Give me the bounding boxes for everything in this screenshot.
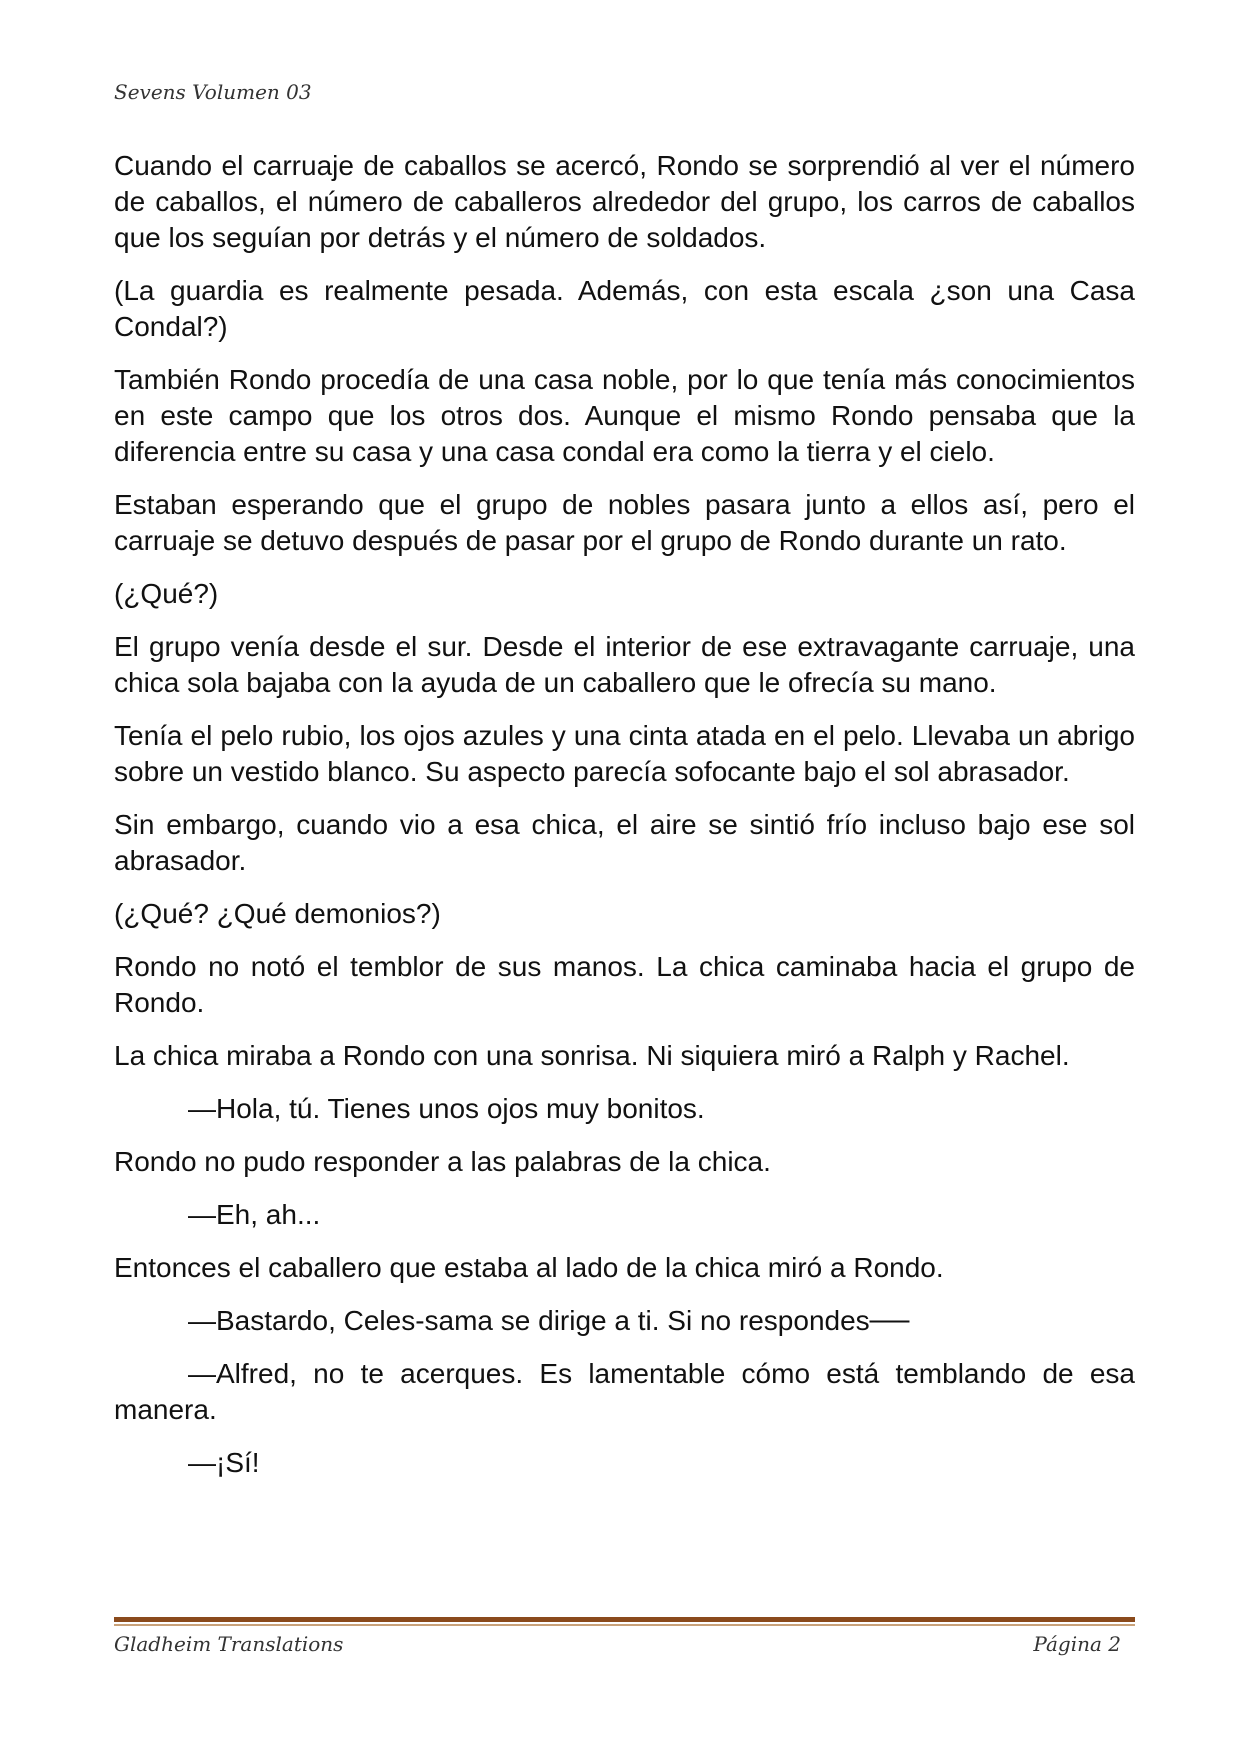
running-header: Sevens Volumen 03 xyxy=(114,80,312,104)
paragraph: Cuando el carruaje de caballos se acercó, Rondo se sorprendió al ver el número de caballos, el número de caballeros alrededor del grupo, los carros de caballos que los seguían por detrás y el número de soldados. xyxy=(114,150,1135,253)
footer-credit: Gladheim Translations xyxy=(114,1632,344,1656)
dialog-line: —Eh, ah... xyxy=(188,1199,321,1230)
paragraph: La chica miraba a Rondo con una sonrisa. Ni siquiera miró a Ralph y Rachel. xyxy=(114,1040,1070,1071)
dialog-line: —Hola, tú. Tienes unos ojos muy bonitos. xyxy=(188,1093,705,1124)
paragraph: Sin embargo, cuando vio a esa chica, el aire se sintió frío incluso bajo ese sol abrasador. xyxy=(114,809,1135,876)
footer-rule-thin xyxy=(114,1624,1135,1626)
paragraph: Tenía el pelo rubio, los ojos azules y una cinta atada en el pelo. Llevaba un abrigo sobre un vestido blanco. Su aspecto parecía sofocante bajo el sol abrasador. xyxy=(114,720,1135,787)
page-body xyxy=(114,148,1135,1498)
paragraph: Estaban esperando que el grupo de nobles pasara junto a ellos así, pero el carruaje se detuvo después de pasar por el grupo de Rondo durante un rato. xyxy=(114,489,1135,556)
paragraph: Rondo no notó el temblor de sus manos. La chica caminaba hacia el grupo de Rondo. xyxy=(114,951,1135,1018)
paragraph: Entonces el caballero que estaba al lado de la chica miró a Rondo. xyxy=(114,1252,944,1283)
dialog-line: —Bastardo, Celes-sama se dirige a ti. Si no respondes── xyxy=(188,1305,910,1336)
paragraph: (¿Qué?) xyxy=(114,578,219,609)
paragraph: (La guardia es realmente pesada. Además, con esta escala ¿son una Casa Condal?) xyxy=(114,275,1135,342)
footer-rule-thick xyxy=(114,1617,1135,1622)
dialog-line: —Alfred, no te acerques. Es lamentable cómo está temblando de esa manera. xyxy=(114,1358,1135,1425)
paragraph: También Rondo procedía de una casa noble, por lo que tenía más conocimientos en este campo que los otros dos. Aunque el mismo Rondo pensaba que la diferencia entre su casa y una casa condal era como la tierra y el cielo. xyxy=(114,364,1135,467)
dialog-line: —¡Sí! xyxy=(188,1447,260,1478)
page-number: Página 2 xyxy=(1033,1632,1121,1656)
footer-rule xyxy=(114,1617,1135,1626)
paragraph: (¿Qué? ¿Qué demonios?) xyxy=(114,898,441,929)
paragraph: El grupo venía desde el sur. Desde el interior de ese extravagante carruaje, una chica sola bajaba con la ayuda de un caballero que le ofrecía su mano. xyxy=(114,631,1135,698)
paragraph: Rondo no pudo responder a las palabras de la chica. xyxy=(114,1146,771,1177)
